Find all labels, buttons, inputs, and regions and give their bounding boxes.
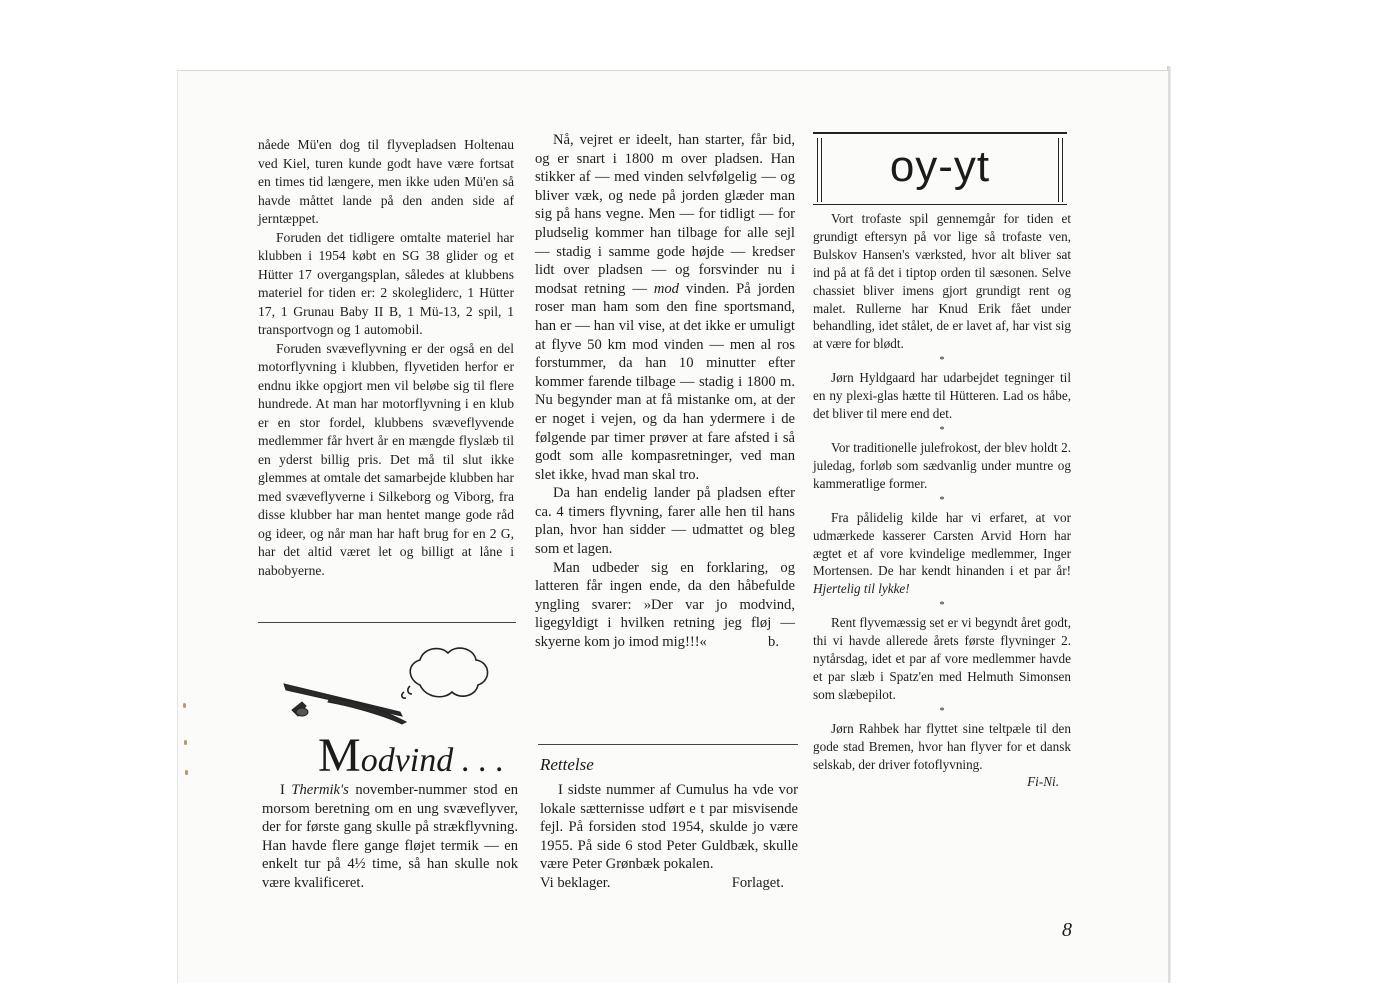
heading-rest: odvind . . . (360, 742, 505, 779)
separator-star: * (939, 600, 945, 612)
cloud-icon (402, 648, 488, 698)
paragraph: Vor traditionelle julefrokost, der blev holdt 2. juledag, forløb som sædvanlig under muntre og kammeratlige former. (813, 439, 1071, 491)
separator-star: * (939, 494, 945, 506)
text-emphasis: mod (653, 280, 679, 297)
paragraph: Vort trofaste spil gennemgår for tiden et grundigt eftersyn på vor lige så trofaste ven, Bulskov Hansen's værksted, hvor alt bliver sat ind på at få det i tiptop orden til sæsonen. Selve chassiet bliver imens gjort grundigt rent og malet. Rullerne har Knud Erik fået under behandling, idet stålet, de er lavet af, har vist sig at være for blødt. (813, 211, 1071, 352)
modvind-heading (318, 728, 504, 783)
separator-star: * (939, 424, 945, 436)
signature: b. (768, 634, 779, 651)
closing-line (540, 874, 798, 893)
paragraph (535, 559, 795, 652)
column-divider (538, 744, 798, 745)
glider-icon (284, 684, 406, 724)
paragraph (262, 781, 518, 893)
rettelse-heading: Rettelse (540, 755, 594, 774)
text-emphasis: Hjertelig til lykke! (813, 581, 910, 597)
text: I (280, 782, 292, 798)
page-number: 8 (1062, 919, 1072, 941)
rettelse-body (540, 781, 798, 893)
paragraph: Jørn Hyldgaard har udarbejdet tegninger til en ny plexi-glas hætte til Hütteren. Lad os håbe, det bliver til mere end det. (813, 370, 1071, 422)
separator-star: * (939, 355, 945, 367)
article-column-1 (258, 136, 514, 580)
text: Nå, vejret er ideelt, han starter, får bid, og er snart i 1800 m over pladsen. Han stikker af — med vinden selvfølgelig — og bliver væk, og nede på jorden glæder man sig på hans vegne. Men — for tidligt — for pludselig kommer han tilbage for alle sejl — stadig i samme gode højde — kredser lidt over pladsen — og forsvinder nu i modsat retning — (535, 132, 795, 297)
paragraph: Foruden det tidligere omtalte materiel har klubben i 1954 købt en SG 38 glider og et Hütter 17 overgangsplan, således at klubbens materiel for tiden er: 2 skolegliderc, 1 Hütter 17, 1 Grunau Baby II B, 1 Mü-13, 2 spil, 1 transportvogn og 1 automobil. (258, 229, 514, 337)
separator-star: * (939, 705, 945, 717)
heading-initial: M (318, 729, 361, 782)
article-column-2 (535, 131, 795, 652)
column-divider (258, 622, 516, 623)
paragraph: nåede Mü'en dog til flyvepladsen Holtenau ved Kiel, turen kunde godt have være fortsat en times tid længere, men ikke uden Mü'en så havde måttet lande på den anden side af jerntæppet. (258, 137, 514, 226)
text: november-nummer stod en morsom beretning om en ung svæveflyver, der for første gang skulle på strækflyvning. Han havde flere gange fløjet termik — en enkelt tur på 4½ time, så han skulle nok være kvalificeret. (262, 782, 518, 891)
glider-cloud-illustration (280, 640, 510, 730)
paragraph (535, 131, 795, 484)
paragraph: Rent flyvemæssig set er vi begyndt året godt, thi vi havde allerede årets første flyvninger 2. nytårsdag, idet et par af vore medlemmer havde et par slæb i Spatz'en med Helmuth Simonsen som slæbepilot. (813, 615, 1071, 702)
text: Man udbeder sig en forklaring, og latteren får ingen ende, da den håbefulde yngling svarer: »Der var jo modvind, ligegyldigt i hvilken retning jeg fløj — skyerne kom jo imod mig!!!« (535, 559, 795, 651)
text: vinden. På jorden roser man ham som den fine sportsmand, han er — han vil vise, at det ikke er umuligt at flyve 50 km mod vinden — men al ros forstummer, da han 10 minutter efter kommer farende tilbage — stadig i 1800 m. Nu begynder man at få mistanke om, at der er noget i vejen, og da han ydermere i de følgende par timer prøver at fare afsted i så godt som alle kompasretninger, ved man slet ikke, hvad man skal tro. (535, 280, 795, 483)
signature: Forlaget. (731, 874, 784, 891)
oyyt-column (813, 210, 1071, 791)
paragraph (813, 509, 1071, 599)
oyyt-title: oy-yt (889, 142, 991, 191)
closing-text: Vi beklager. (540, 874, 611, 891)
paragraph: Da han endelig lander på pladsen efter ca. 4 timers flyvning, farer alle hen til hans plan, hvor han sidder — udmattet og bleg som et lagen. (535, 485, 795, 558)
paragraph: Jørn Rahbek har flyttet sine teltpæle til den gode stad Bremen, hvor han flyver for et dansk selskab, der driver fotoflyvning. (813, 720, 1071, 772)
text: Fra pålidelig kilde har vi erfaret, at vor udmærkede kasserer Carsten Arvid Horn har ægtet et af vore kvindelige medlemmer, Inger Mortensen. De har kendt hinanden i et par år! (813, 509, 1071, 579)
modvind-intro (262, 781, 518, 893)
paragraph: Foruden svæveflyvning er der også en del motorflyvning i klubben, flyvetiden herfor er endnu ikke opgjort men vil beløbe sig til flere hundrede. At man har motorflyvning i en klub er en stor fordel, klubbens svæveflyvende medlemmer får hvert år en mængde flyslæb til en yderst billig pris. Det må til slut ikke glemmes at omtale det samarbejde klubben har med svæveflyverne i Silkeborg og Viborg, fra disse klubber har man hentet mange gode råd og ideer, og når man har haft brug for en 2 G, har det altid været let og billigt at låne i nabobyerne. (258, 340, 514, 578)
text-emphasis: Thermik's (291, 782, 349, 798)
oyyt-title-box (813, 132, 1067, 205)
signature: Fi-Ni. (1027, 774, 1059, 790)
paragraph: I sidste nummer af Cumulus ha vde vor lokale sætternisse udført e t par misvisende fejl. På forsiden stod 1954, skulde jo være 1955. På side 6 stod Peter Guldbæk, skulle være Peter Grønbæk pokalen. (540, 782, 798, 873)
